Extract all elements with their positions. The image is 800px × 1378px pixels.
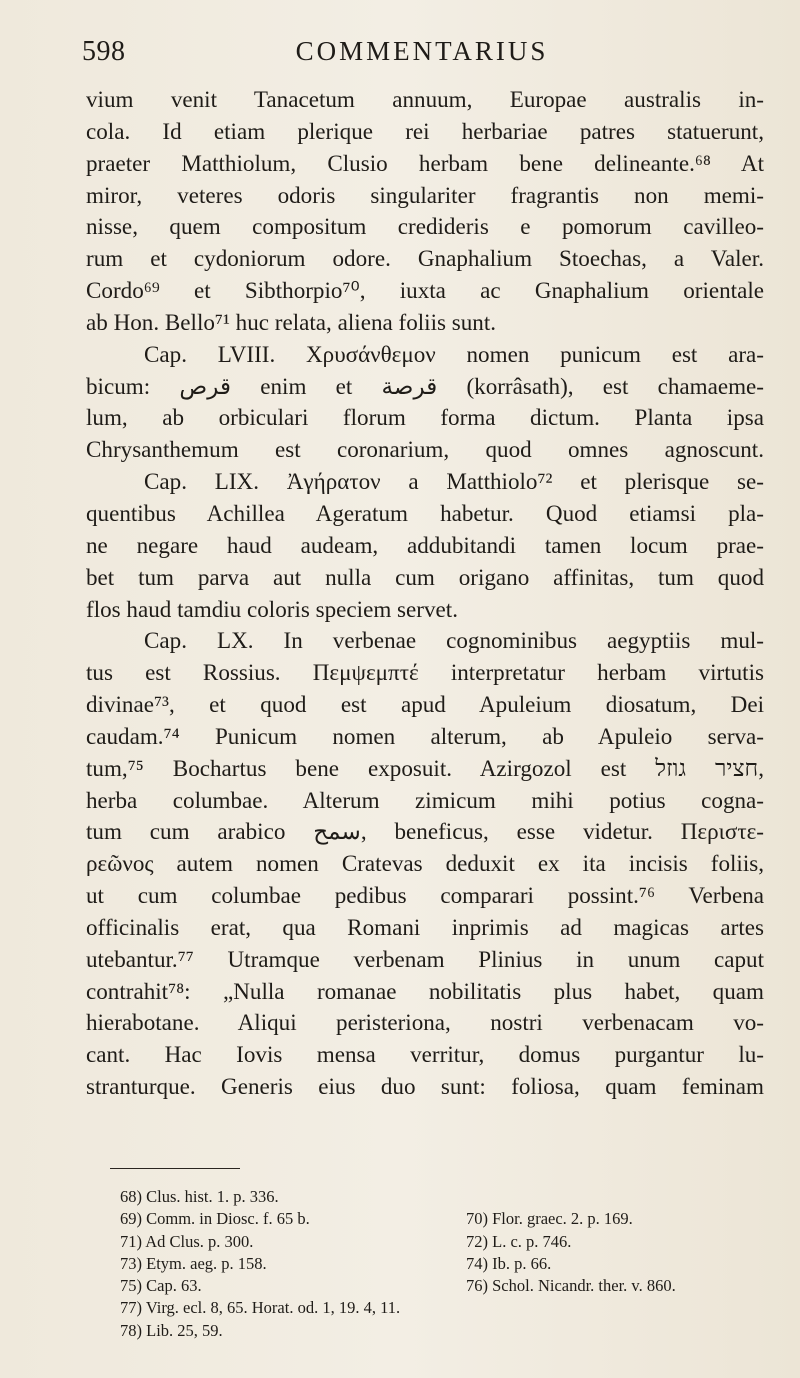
text-line: bicum: قرص enim et قرصة (korrâsath), est chamaeme- bbox=[86, 372, 764, 399]
text-line: ab Hon. Bello⁷¹ huc relata, aliena foliis sunt. bbox=[86, 308, 497, 335]
text-line: officinalis erat, qua Romani inprimis ad magicas artes bbox=[86, 913, 764, 940]
footnote: 69) Comm. in Diosc. f. 65 b. bbox=[120, 1209, 310, 1229]
footnote: 76) Schol. Nicandr. ther. v. 860. bbox=[466, 1276, 676, 1296]
text-line: Cordo⁶⁹ et Sibthorpio⁷⁰, iuxta ac Gnaphalium orientale bbox=[86, 277, 764, 304]
text-line: utebantur.⁷⁷ Utramque verbenam Plinius in unum caput bbox=[86, 945, 764, 972]
text-line: cola. Id etiam plerique rei herbariae patres statuerunt, bbox=[86, 117, 764, 144]
text-line: Cap. LX. In verbenae cognominibus aegyptiis mul- bbox=[144, 627, 764, 654]
footnote-row bbox=[120, 1297, 760, 1319]
text-line: Chrysanthemum est coronarium, quod omnes agnoscunt. bbox=[86, 436, 764, 463]
text-line: miror, veteres odoris singulariter fragrantis non memi- bbox=[86, 181, 764, 208]
text-line: Cap. LVIII. Χρυσάνθεμον nomen punicum est ara- bbox=[144, 340, 764, 367]
footnote: 74) Ib. p. 66. bbox=[466, 1253, 552, 1273]
footnote: 75) Cap. 63. bbox=[120, 1276, 202, 1296]
footnote-row bbox=[120, 1253, 760, 1275]
footnote-rule bbox=[110, 1168, 240, 1169]
footnote: 77) Virg. ecl. 8, 65. Horat. od. 1, 19. 4, 11. bbox=[120, 1298, 401, 1318]
footnote: 73) Etym. aeg. p. 158. bbox=[120, 1253, 267, 1273]
text-line: cant. Hac Iovis mensa verritur, domus purgantur lu- bbox=[86, 1041, 764, 1068]
body-text bbox=[86, 84, 764, 1103]
text-line: ne negare haud audeam, addubitandi tamen locum prae- bbox=[86, 531, 764, 558]
text-line: flos haud tamdiu coloris speciem servet. bbox=[86, 595, 458, 622]
footnote-row bbox=[120, 1275, 760, 1297]
text-line: tus est Rossius. Πεμψεμπτέ interpretatur herbam virtutis bbox=[86, 659, 764, 686]
page-header bbox=[82, 32, 762, 72]
text-line: caudam.⁷⁴ Punicum nomen alterum, ab Apuleio serva- bbox=[86, 722, 764, 749]
footnote-row bbox=[120, 1208, 760, 1230]
footnote-row bbox=[120, 1231, 760, 1253]
page-number: 598 bbox=[82, 36, 126, 67]
text-line: tum,⁷⁵ Bochartus bene exposuit. Azirgozol est חציר גוזל, bbox=[86, 754, 764, 781]
footnote-row bbox=[120, 1186, 760, 1208]
text-line: ρεῶνος autem nomen Cratevas deduxit ex ita incisis foliis, bbox=[86, 850, 764, 877]
text-line: hierabotane. Aliqui peristeriona, nostri verbenacam vo- bbox=[86, 1009, 764, 1036]
text-line: herba columbae. Alterum zimicum mihi potius cogna- bbox=[86, 786, 764, 813]
text-line: quentibus Achillea Ageratum habetur. Quod etiamsi pla- bbox=[86, 499, 764, 526]
text-line: ut cum columbae pedibus comparari possint.⁷⁶ Verbena bbox=[86, 882, 764, 909]
text-line: bet tum parva aut nulla cum origano affinitas, tum quod bbox=[86, 563, 764, 590]
text-line: rum et cydoniorum odore. Gnaphalium Stoechas, a Valer. bbox=[86, 245, 764, 272]
footnote: 68) Clus. hist. 1. p. 336. bbox=[120, 1187, 279, 1206]
footnote: 71) Ad Clus. p. 300. bbox=[120, 1231, 254, 1251]
text-line: contrahit⁷⁸: „Nulla romanae nobilitatis plus habet, quam bbox=[86, 977, 764, 1004]
text-line: lum, ab orbiculari florum forma dictum. Planta ipsa bbox=[86, 404, 764, 431]
running-title: COMMENTARIUS bbox=[295, 36, 549, 66]
text-line: stranturque. Generis eius duo sunt: foliosa, quam feminam bbox=[86, 1073, 764, 1100]
footnote: 78) Lib. 25, 59. bbox=[120, 1320, 223, 1340]
text-line: tum cum arabico سمح, beneficus, esse videtur. Περιστε- bbox=[86, 818, 764, 845]
text-line: praeter Matthiolum, Clusio herbam bene delineante.⁶⁸ At bbox=[86, 149, 764, 176]
text-line: Cap. LIX. Ἀγήρατον a Matthiolo⁷² et plerisque se- bbox=[144, 468, 764, 495]
text-line: vium venit Tanacetum annuum, Europae australis in- bbox=[86, 86, 764, 112]
footnote-row bbox=[120, 1320, 760, 1342]
footnote: 70) Flor. graec. 2. p. 169. bbox=[466, 1209, 633, 1229]
footnote: 72) L. c. p. 746. bbox=[466, 1231, 572, 1251]
text-line: divinae⁷³, et quod est apud Apuleium diosatum, Dei bbox=[86, 691, 764, 718]
text-line: nisse, quem compositum credideris e pomorum cavilleo- bbox=[86, 213, 764, 240]
footnotes bbox=[120, 1186, 760, 1342]
